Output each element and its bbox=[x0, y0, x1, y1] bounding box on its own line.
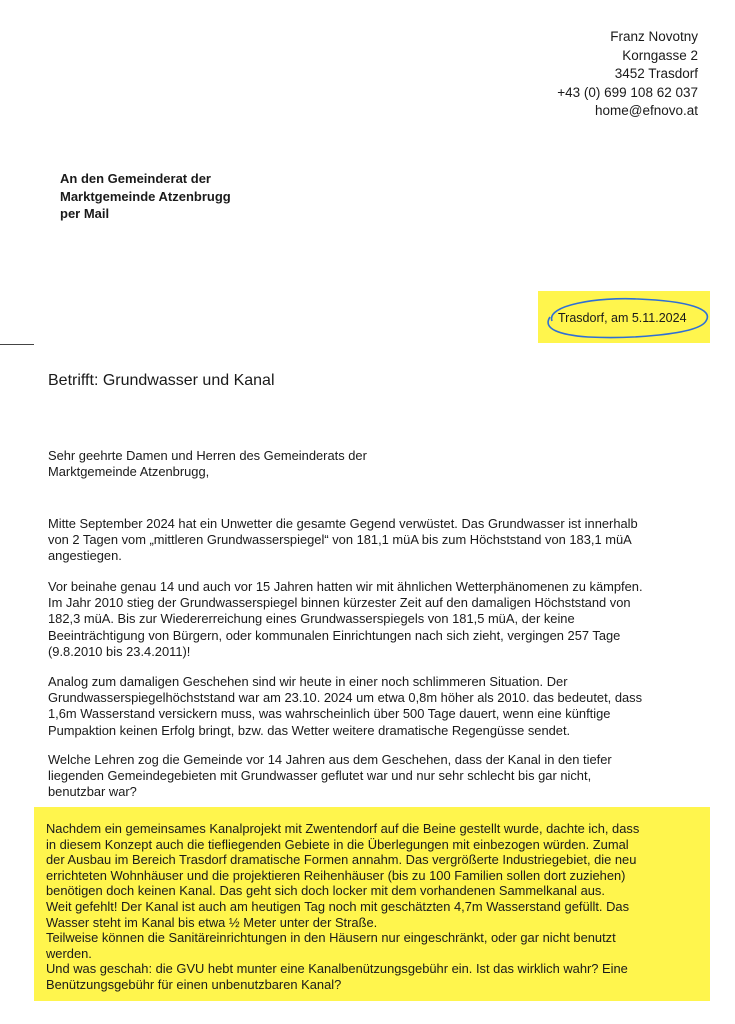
recipient-address bbox=[60, 170, 231, 223]
paragraph bbox=[48, 674, 708, 739]
recipient-line: Marktgemeinde Atzenbrugg bbox=[60, 188, 231, 204]
sender-city: 3452 Trasdorf bbox=[614, 66, 698, 81]
highlighted-paragraph bbox=[34, 807, 710, 1001]
text-line: errichteten Wohnhäuser und die projektieren Reihenhäuser (bis zu 100 Familien sollen dort zuziehen) bbox=[46, 867, 626, 883]
sender-street: Korngasse 2 bbox=[622, 47, 698, 63]
text-line: der Ausbau im Bereich Trasdorf dramatische Formen annahm. Das vergrößerte Industriegebiet, die neu bbox=[46, 852, 637, 868]
date-highlight bbox=[538, 291, 710, 343]
recipient-line: An den Gemeinderat der bbox=[60, 171, 211, 186]
text-line: Weit gefehlt! Der Kanal ist auch am heutigen Tag noch mit geschätzten 4,7m Wasserstand gefüllt. Das bbox=[46, 898, 630, 914]
text-line: Analog zum damaligen Geschehen sind wir heute in einer noch schlimmeren Situation. Der bbox=[48, 674, 568, 689]
text-line: Wasser steht im Kanal bis etwa ½ Meter unter der Straße. bbox=[46, 914, 378, 930]
text-line: von 2 Tagen vom „mittleren Grundwasserspiegel“ von 181,1 müA bis zum Höchststand von 183,1 müA bbox=[48, 532, 632, 548]
text-line: Nachdem ein gemeinsames Kanalprojekt mit Zwentendorf auf die Beine gestellt wurde, dachte ich, dass bbox=[46, 821, 640, 836]
recipient-line: per Mail bbox=[60, 206, 110, 221]
text-line: Marktgemeinde Atzenbrugg, bbox=[48, 464, 210, 480]
text-line: Mitte September 2024 hat ein Unwetter die gesamte Gegend verwüstet. Das Grundwasser ist innerhalb bbox=[48, 516, 638, 531]
text-line: angestiegen. bbox=[48, 548, 122, 564]
text-line: Beeinträchtigung von Bürgern, oder kommunalen Einrichtungen nach sich zieht, vergingen 257 Tage bbox=[48, 627, 621, 643]
text-line: benötigen doch keinen Kanal. Das geht sich doch locker mit dem vorhandenen Sammelkanal aus. bbox=[46, 883, 605, 899]
text-line: Grundwasserspiegelhöchststand war am 23.10. 2024 um etwa 0,8m höher als 2010. das bedeutet, dass bbox=[48, 690, 643, 706]
text-line: in diesem Konzept auch die tiefliegenden Gebiete in die Überlegungen mit einbezogen würden. Zumal bbox=[46, 836, 629, 852]
fold-mark bbox=[0, 344, 34, 345]
text-line: Benützungsgebühr für einen unbenutzbaren Kanal? bbox=[46, 976, 342, 992]
paragraph bbox=[48, 516, 708, 565]
text-line: (9.8.2010 bis 23.4.2011)! bbox=[48, 643, 191, 659]
text-line: Und was geschah: die GVU hebt munter eine Kanalbenützungsgebühr ein. Ist das wirklich wahr? Eine bbox=[46, 961, 628, 977]
text-line: Vor beinahe genau 14 und auch vor 15 Jahren hatten wir mit ähnlichen Wetterphänomenen zu kämpfen. bbox=[48, 579, 643, 594]
sender-name: Franz Novotny bbox=[610, 29, 698, 44]
sender-email: home@efnovo.at bbox=[594, 103, 698, 118]
text-line: Sehr geehrte Damen und Herren des Gemeinderats der bbox=[48, 448, 367, 463]
text-line: Welche Lehren zog die Gemeinde vor 14 Jahren aus dem Geschehen, dass der Kanal in den tiefer bbox=[48, 752, 612, 767]
text-line: 1,6m Wasserstand versickern muss, was wahrscheinlich über 500 Tage dauert, wenn eine künftige bbox=[48, 706, 611, 722]
paragraph bbox=[48, 752, 708, 801]
text-line: 182,3 müA. Bis zur Wiedererreichung eines Grundwasserspiegels von 181,5 müA, der keine bbox=[48, 611, 575, 627]
text-line: benutzbar war? bbox=[48, 784, 137, 800]
text-line: werden. bbox=[46, 945, 92, 961]
text-line: Im Jahr 2010 stieg der Grundwasserspiegel binnen kürzester Zeit auf den damaligen Höchststand von bbox=[48, 595, 631, 611]
sender-phone: +43 (0) 699 108 62 037 bbox=[557, 84, 698, 100]
text-line: Pumpaktion keinen Erfolg bringt, bzw. das Wetter weitere dramatische Regengüsse sendet. bbox=[48, 722, 571, 738]
sender-address bbox=[557, 28, 698, 121]
letter-date: Trasdorf, am 5.11.2024 bbox=[558, 311, 687, 325]
salutation bbox=[48, 448, 708, 480]
subject-line: Betrifft: Grundwasser und Kanal bbox=[48, 372, 275, 389]
paragraph bbox=[48, 579, 708, 660]
text-line: Teilweise können die Sanitäreinrichtungen in den Häusern nur eingeschränkt, oder gar nicht benutzt bbox=[46, 930, 616, 946]
text-line: liegenden Gemeindegebieten mit Grundwasser geflutet war und nur sehr schlecht bis gar nicht, bbox=[48, 768, 592, 784]
